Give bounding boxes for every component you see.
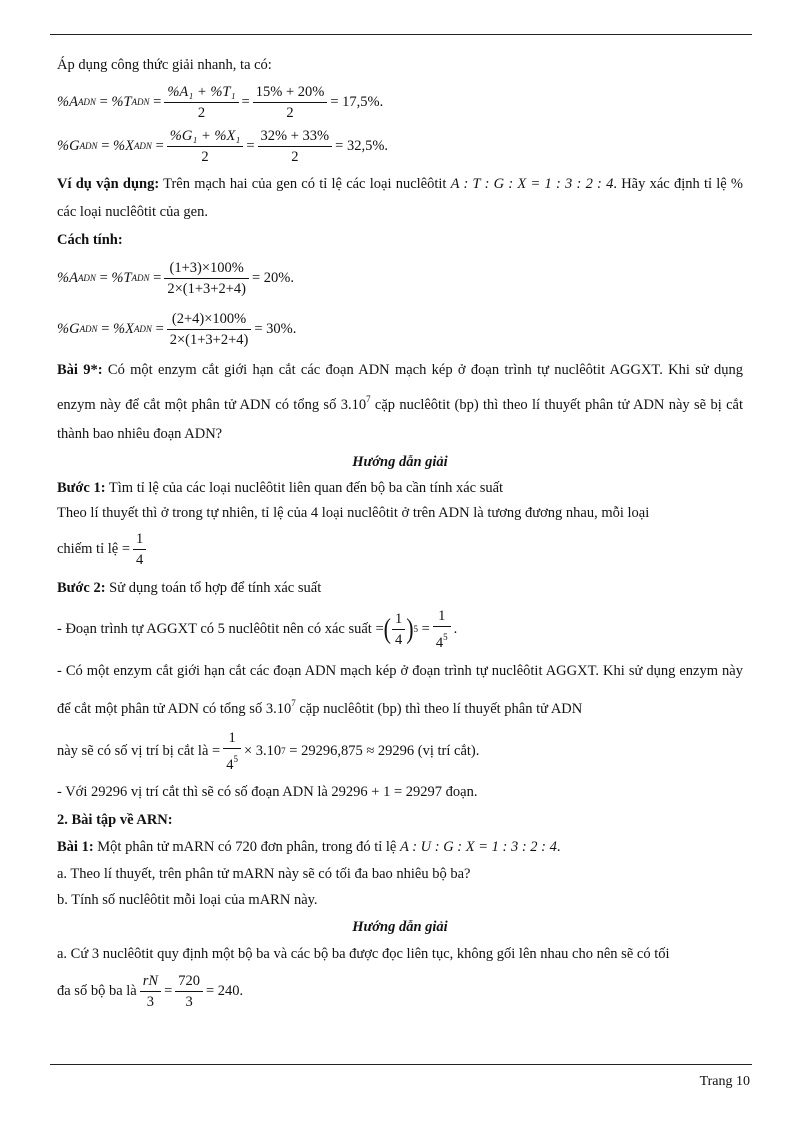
answer-a-fraction-2 [175, 972, 203, 1011]
calc-a-result: = 20%. [251, 269, 294, 286]
example-paragraph [57, 170, 743, 226]
example-text2: . Hãy xác định tỉ lệ % các loại nuclêôtit của gen. [57, 176, 744, 220]
eq-a-den2: 2 [286, 104, 294, 121]
bullet2-text-a: - Có một enzym cắt giới hạn cắt các đoạn ADN mạch kép ở đoạn trình tự nuclêôtit AGGXT. Khi sử dụng enzym này để cắt một phân tử ADN có tổng số [57, 663, 743, 717]
bai9-paragraph [57, 356, 743, 449]
bai1-label: Bài 1: [57, 839, 94, 855]
calc-g-equation: %G ADN = %X ADN = $\frac{(2+4)\times 100\%}{2\times(1+3+2+4)}$ = 30%. [57, 310, 297, 348]
bullet1-text: - Đoạn trình tự AGGXT có 5 nuclêôtit nên có xác suất = [57, 620, 384, 637]
bai1-text: Một phân tử mARN có 720 đơn phân, trong đó tỉ lệ [93, 839, 400, 855]
answer-a-num: rN [140, 972, 161, 992]
bai9-text-b: cặp nuclêôtit (bp) thì theo lí thuyết phân tử ADN này sẽ bị cắt thành bao nhiêu đoạn ADN? [57, 397, 743, 442]
step1-text: Tìm tỉ lệ của các loại nuclêôtit liên quan đến bộ ba cần tính xác suất [105, 480, 504, 496]
answer-a-result: = 240. [206, 982, 244, 999]
calc-a-den: 2×(1+3+2+4) [167, 280, 246, 297]
bullet2-num: 3.10 [265, 701, 292, 717]
example-text1: Trên mạch hai của gen có tỉ lệ các loại nuclêôtit [159, 176, 451, 192]
calc-label: Cách tính: [57, 232, 123, 248]
section2-heading: 2. Bài tập về ARN: [57, 812, 173, 828]
calc-a-lhs: %A [57, 269, 78, 286]
eq-g-lhs-sub: ADN [79, 141, 98, 151]
calc-a-equation: %A ADN = %T ADN = $\frac{(1+3)\times 100\%}{2\times(1+3+2+4)}$ = 20%. [57, 259, 294, 297]
answer-a-equation: đa số bộ ba là $\frac{rN}{3}$ = $\frac{720}{3}$ = 240. [57, 972, 244, 1010]
question-b: b. Tính số nuclêôtit mỗi loại của mARN này. [57, 892, 318, 908]
calc-g-mid-sub: ADN [133, 324, 152, 334]
bullet1-den: 4 [394, 631, 403, 648]
bullet2-frac-num: 1 [223, 729, 241, 749]
eq-g-mid: %X [113, 137, 134, 154]
guide-heading: Hướng dẫn giải [352, 454, 448, 470]
eq-g-den: 2 [201, 148, 209, 165]
equation-a-adn: %A ADN = %T ADN = $\frac{\text{\%A₁ + \%T₁}}{2}$ = $\frac{15\% + 20\%}{2}$ = 17,5%. [57, 83, 384, 121]
eq-a-num: %A₁ + %T₁ [164, 83, 238, 103]
answer-a-num2: 720 [175, 972, 203, 992]
page-number: Trang 10 [699, 1074, 750, 1089]
bullet3 [57, 777, 743, 807]
bullet1-fraction-2 [433, 607, 451, 652]
bullet3-text: - Với 29296 vị trí cắt thì sẽ có số đoạn ADN là [57, 784, 328, 800]
calc-g-mid: %X [113, 320, 134, 337]
bullet2-text-b: cặp nuclêôtit (bp) thì theo lí thuyết phân tử ADN [295, 701, 583, 717]
step2 [57, 573, 743, 603]
bullet1-num: 1 [392, 610, 405, 630]
bullet2-exp: 7 [291, 698, 296, 708]
bullet2-paragraph [57, 655, 743, 725]
calc-g-fraction [167, 310, 252, 349]
theory-den: 4 [136, 551, 144, 568]
bai1 [57, 833, 743, 861]
eq-a-mid-sub: ADN [131, 97, 150, 107]
bullet2-text-c: này sẽ có số vị trí bị cắt là = [57, 742, 221, 759]
bullet3-expr: 29296 + 1 = 29297 [331, 784, 443, 800]
eq-a-den: 2 [197, 104, 206, 121]
step1-label: Bước 1: [57, 480, 106, 496]
bai9-exp: 7 [366, 394, 371, 404]
answer-a-den2: 3 [185, 993, 193, 1010]
eq-g-fraction [167, 127, 244, 166]
calc-a-mid: %T [111, 269, 132, 286]
bullet2-result: = 29296,875 ≈ 29296 [289, 742, 415, 759]
calc-g-den: 2×(1+3+2+4) [169, 331, 249, 348]
bullet2-unit: (vị trí cắt). [417, 742, 480, 759]
step1 [57, 475, 743, 501]
calc-g-lhs: %G [57, 320, 80, 337]
bai9-num: 3.10 [340, 397, 367, 413]
eq-a-mid: %T [111, 93, 132, 110]
bullet1-den2-exp: 5 [443, 631, 448, 642]
eq-a-result: = 17,5%. [330, 93, 384, 110]
calc-g-lhs-sub: ADN [79, 324, 98, 334]
eq-a-lhs-sub: ADN [77, 97, 96, 107]
bullet1: - Đoạn trình tự AGGXT có 5 nuclêôtit nên có xác suất = ( $\frac{1}{4}$ ) 5 = $\frac{1}{4^5}$ . [57, 607, 458, 651]
step2-label: Bước 2: [57, 580, 106, 596]
bullet1-den2: 4 [435, 634, 444, 651]
bullet1-exp: 5 [413, 624, 419, 634]
eq-g-fraction-2 [258, 127, 333, 166]
bullet1-num2: 1 [433, 607, 451, 627]
eq-g-lhs: %G [57, 137, 80, 154]
bullet3-unit: đoạn. [445, 784, 478, 800]
bai1-end: . [556, 839, 561, 855]
theory-text2: chiếm tỉ lệ = [57, 540, 131, 557]
calc-a-num: (1+3)×100% [164, 259, 249, 279]
calc-g-num: (2+4)×100% [167, 310, 252, 330]
bullet2-times-exp: 7 [281, 746, 286, 756]
bai1-ratio: A : U : G : X = 1 : 3 : 2 : 4 [399, 839, 557, 855]
eq-a-lhs: %A [57, 93, 78, 110]
theory-ratio [57, 525, 743, 573]
eq-g-num: %G₁ + %X₁ [167, 127, 244, 147]
eq-a-fraction [164, 83, 238, 122]
bullet2-times: × 3.10 [243, 742, 282, 759]
bullet2-frac-den-exp: 5 [233, 753, 238, 764]
eq-g-num2: 32% + 33% [258, 127, 333, 147]
eq-g-den2: 2 [291, 148, 299, 165]
eq-g-result: = 32,5%. [335, 137, 389, 154]
theory-num: 1 [133, 530, 146, 550]
intro-text: Áp dụng công thức giải nhanh, ta có: [57, 57, 272, 73]
bullet2-equation [57, 725, 743, 777]
bai9-text-a: Có một enzym cắt giới hạn cắt các đoạn ADN mạch kép ở đoạn trình tự nuclêôtit AGGXT. Khi sử dụng enzym này để cắt một phân tử ADN có tổng số [57, 362, 744, 413]
example-ratio: A : T : G : X = 1 : 3 : 2 : 4 [450, 176, 614, 192]
eq-a-fraction-2 [253, 83, 328, 122]
theory-fraction [133, 530, 146, 569]
bullet1-fraction [392, 610, 405, 649]
header-rule [50, 34, 752, 35]
bullet2-fraction [223, 729, 241, 774]
calc-a-mid-sub: ADN [131, 273, 150, 283]
answer-a-line: a. Cứ 3 nuclêôtit quy định một bộ ba và các bộ ba được đọc liên tục, không gối lên nhau cho nên sẽ có tối [57, 946, 670, 962]
footer-rule [50, 1064, 752, 1065]
bai9-label: Bài 9*: [57, 362, 103, 378]
theory-line: Theo lí thuyết thì ở trong tự nhiên, tỉ lệ của 4 loại nuclêôtit ở trên ADN là tương đương nhau, mỗi loại [57, 505, 650, 521]
question-a: a. Theo lí thuyết, trên phân tử mARN này sẽ có tối đa bao nhiêu bộ ba? [57, 866, 471, 882]
guide-heading-2: Hướng dẫn giải [352, 919, 448, 935]
calc-a-fraction [164, 259, 249, 298]
example-label: Ví dụ vận dụng: [57, 176, 160, 192]
eq-g-mid-sub: ADN [133, 141, 152, 151]
answer-a-den: 3 [146, 993, 155, 1010]
calc-a-lhs-sub: ADN [77, 273, 96, 283]
answer-a-text2: đa số bộ ba là [57, 982, 137, 999]
answer-a-fraction [140, 972, 161, 1011]
calc-g-result: = 30%. [254, 320, 297, 337]
step2-text: Sử dụng toán tổ hợp để tính xác suất [105, 580, 322, 596]
equation-g-adn: %G ADN = %X ADN = $\frac{\text{\%G₁ + \%X₁}}{2}$ = $\frac{32\% + 33\%}{2}$ = 32,5%. [57, 127, 389, 165]
bullet2-frac-den: 4 [226, 756, 234, 773]
eq-a-num2: 15% + 20% [253, 83, 328, 103]
page-content [57, 50, 743, 1015]
